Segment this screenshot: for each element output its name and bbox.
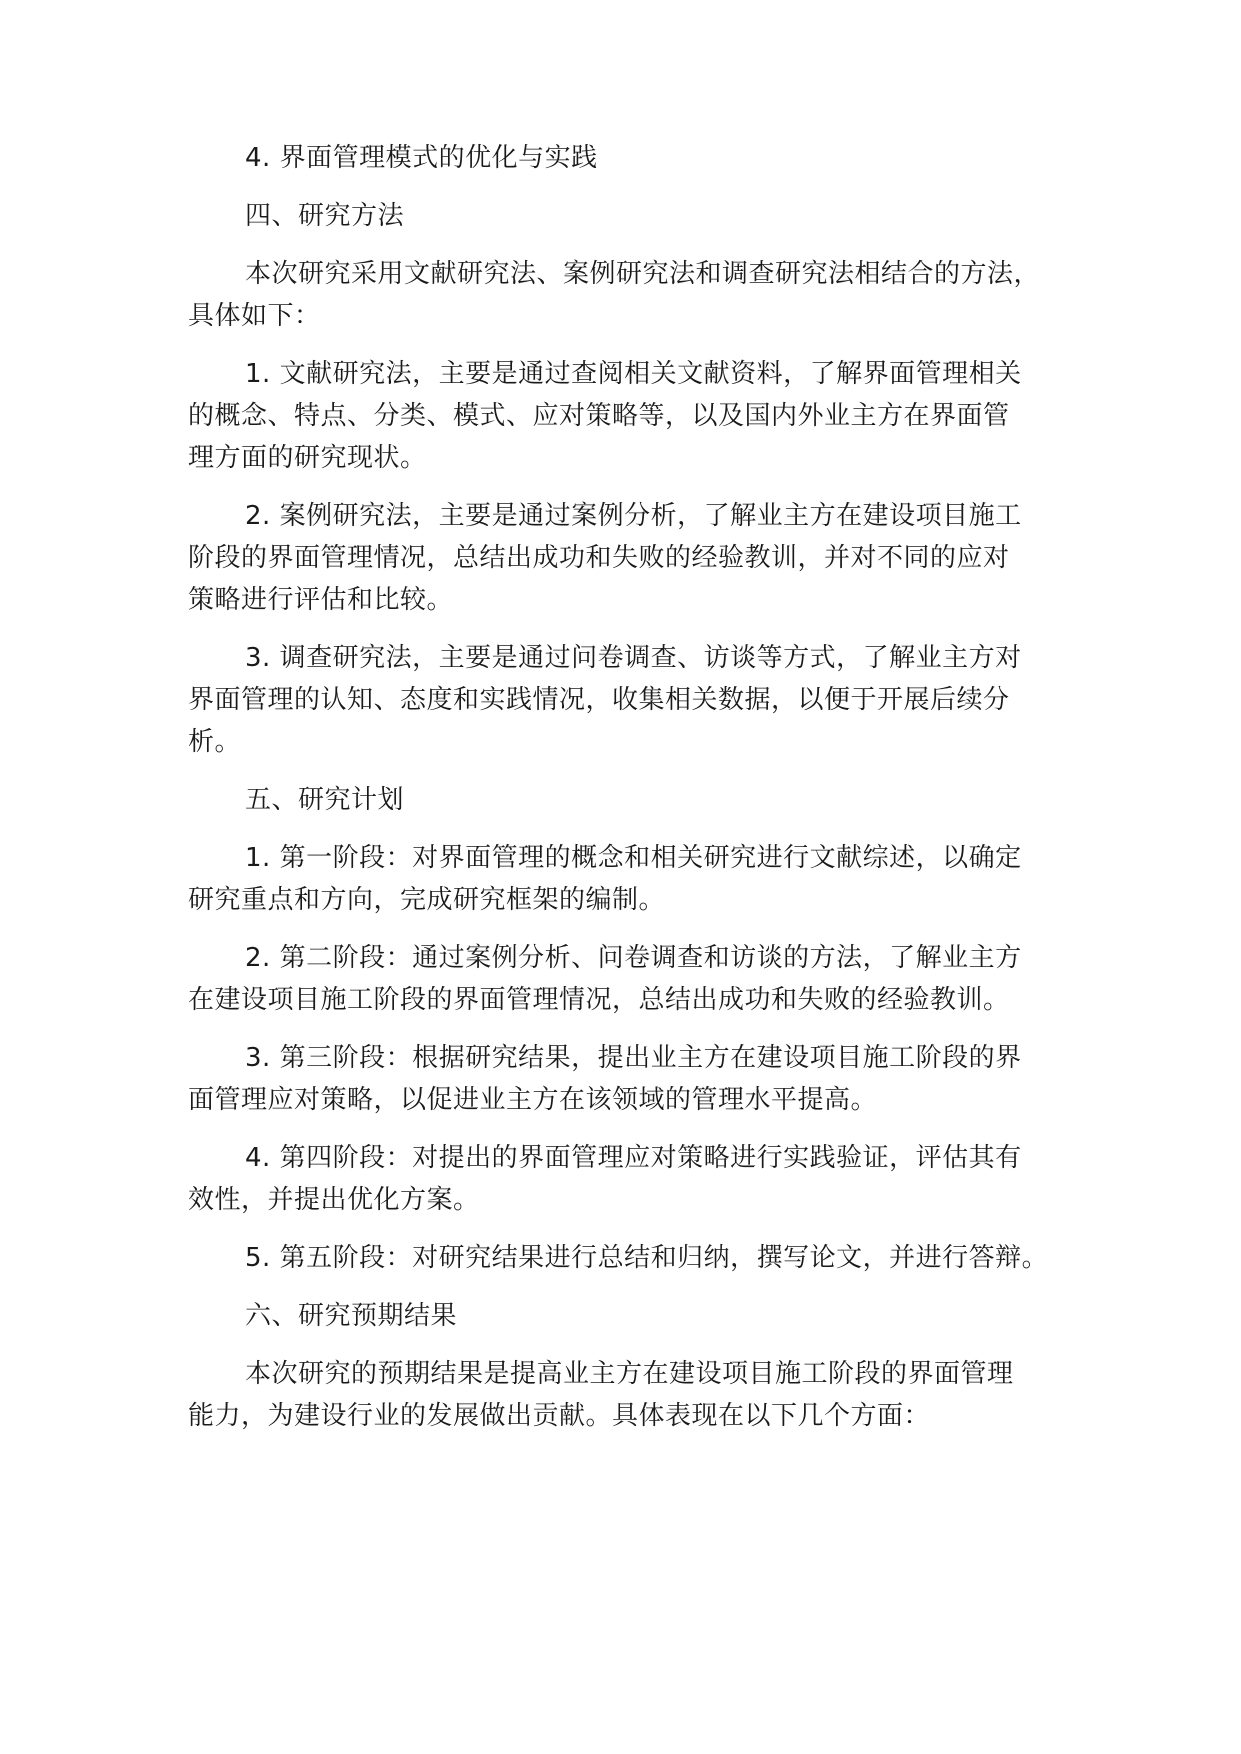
list-item: 4. 第四阶段：对提出的界面管理应对策略进行实践验证，评估其有 (245, 1143, 1022, 1173)
paragraph-line: 的概念、特点、分类、模式、应对策略等，以及国内外业主方在界面管 (188, 401, 1010, 431)
paragraph-line: 效性，并提出优化方案。 (188, 1185, 480, 1215)
list-item: 3. 第三阶段：根据研究结果，提出业主方在建设项目施工阶段的界 (245, 1043, 1022, 1073)
paragraph-line: 研究重点和方向，完成研究框架的编制。 (188, 885, 666, 915)
paragraph-line: 能力，为建设行业的发展做出贡献。具体表现在以下几个方面： (188, 1401, 931, 1431)
section-heading: 四、研究方法 (245, 201, 405, 231)
paragraph-line: 阶段的界面管理情况，总结出成功和失败的经验教训，并对不同的应对 (188, 543, 1010, 573)
list-item: 3. 调查研究法，主要是通过问卷调查、访谈等方式，了解业主方对 (245, 643, 1022, 673)
list-item: 5. 第五阶段：对研究结果进行总结和归纳，撰写论文，并进行答辩。 (245, 1243, 1049, 1273)
paragraph-line: 理方面的研究现状。 (188, 443, 427, 473)
paragraph-line: 本次研究的预期结果是提高业主方在建设项目施工阶段的界面管理 (245, 1359, 1014, 1389)
paragraph-line: 具体如下： (188, 301, 321, 331)
section-heading: 六、研究预期结果 (245, 1301, 458, 1331)
paragraph-line: 界面管理的认知、态度和实践情况，收集相关数据，以便于开展后续分 (188, 685, 1010, 715)
list-item: 4. 界面管理模式的优化与实践 (245, 143, 598, 173)
list-item: 2. 案例研究法，主要是通过案例分析，了解业主方在建设项目施工 (245, 501, 1022, 531)
paragraph-line: 面管理应对策略，以促进业主方在该领域的管理水平提高。 (188, 1085, 878, 1115)
list-item: 1. 文献研究法，主要是通过查阅相关文献资料，了解界面管理相关 (245, 359, 1022, 389)
paragraph-line: 策略进行评估和比较。 (188, 585, 454, 615)
paragraph-line: 本次研究采用文献研究法、案例研究法和调查研究法相结合的方法， (245, 259, 1041, 289)
list-item: 1. 第一阶段：对界面管理的概念和相关研究进行文献综述，以确定 (245, 843, 1022, 873)
list-item: 2. 第二阶段：通过案例分析、问卷调查和访谈的方法，了解业主方 (245, 943, 1022, 973)
paragraph-line: 析。 (188, 727, 242, 757)
paragraph-line: 在建设项目施工阶段的界面管理情况，总结出成功和失败的经验教训。 (188, 985, 1010, 1015)
section-heading: 五、研究计划 (245, 785, 405, 815)
